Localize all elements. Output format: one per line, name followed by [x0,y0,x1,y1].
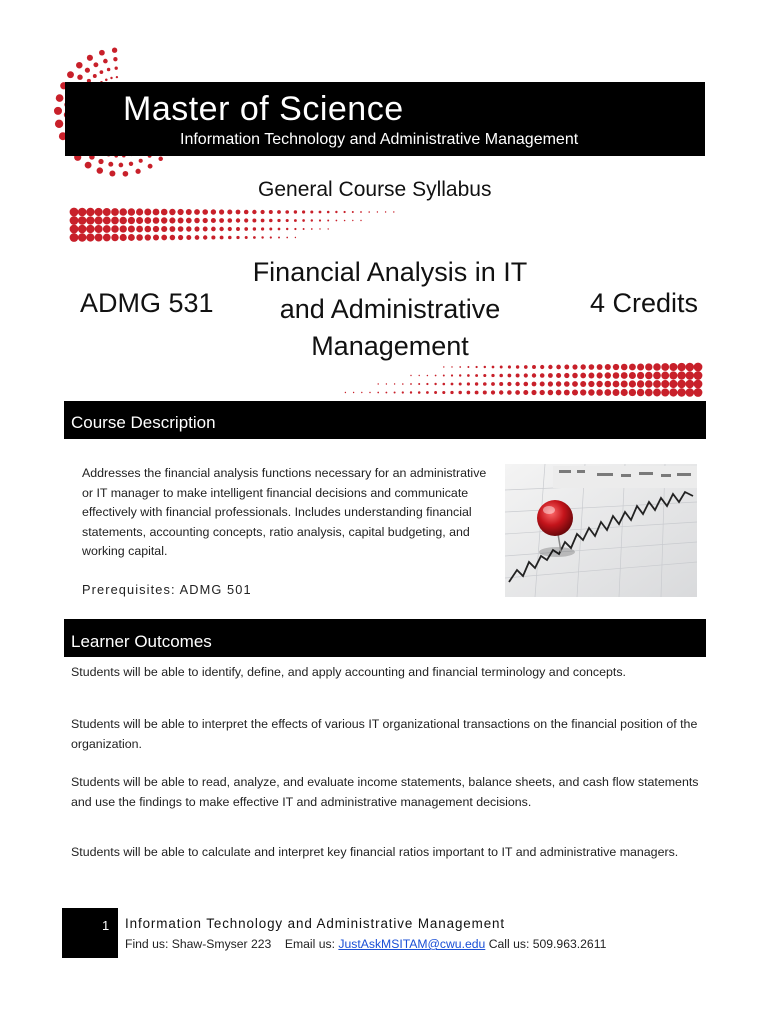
course-code: ADMG 531 [80,288,214,318]
program-subtitle: Information Technology and Administrative Management [180,131,579,148]
stock-chart-pushpin-image [505,464,697,597]
footer-email-link[interactable]: JustAskMSITAM@cwu.edu [338,937,486,951]
learner-outcome-item: Students will be able to interpret the effects of various IT organizational transactions on the financial position of the organization. [71,717,698,751]
footer-phone: Call us: 509.963.2611 [488,937,607,951]
program-title: Master of Science [123,90,404,128]
course-description-text: Addresses the financial analysis functions necessary for an administrative or IT manager to make intelligent financial decisions and communicate effectively with financial professionals. Includes understanding financial statements, accounting concepts, ratio analysis, capital budgeting, and working capital. [82,466,487,558]
learner-outcome-item: Students will be able to calculate and interpret key financial ratios important to IT and administrative managers. [71,845,679,859]
page-number: 1 [102,918,110,933]
learner-outcome-item: Students will be able to identify, define, and apply accounting and financial terminology and concepts. [71,665,626,679]
course-description-heading: Course Description [71,413,216,432]
course-title: Financial Analysis in IT and Administrative Management [252,257,528,361]
footer-contact [125,937,606,951]
document-type: General Course Syllabus [258,178,492,201]
footer-title: Information Technology and Administrative Management [125,916,506,931]
footer-location: Find us: Shaw-Smyser 223 [125,937,272,951]
course-credits: 4 Credits [590,288,699,318]
prerequisites: Prerequisites: ADMG 501 [82,582,252,597]
learner-outcomes-heading: Learner Outcomes [71,632,212,651]
footer-page-box [62,908,118,958]
learner-outcome-item: Students will be able to read, analyze, and evaluate income statements, balance sheets, and cash flow statements and use the findings to make effective IT and administrative management decisions. [71,775,699,809]
footer-email-label: Email us: [284,937,335,951]
